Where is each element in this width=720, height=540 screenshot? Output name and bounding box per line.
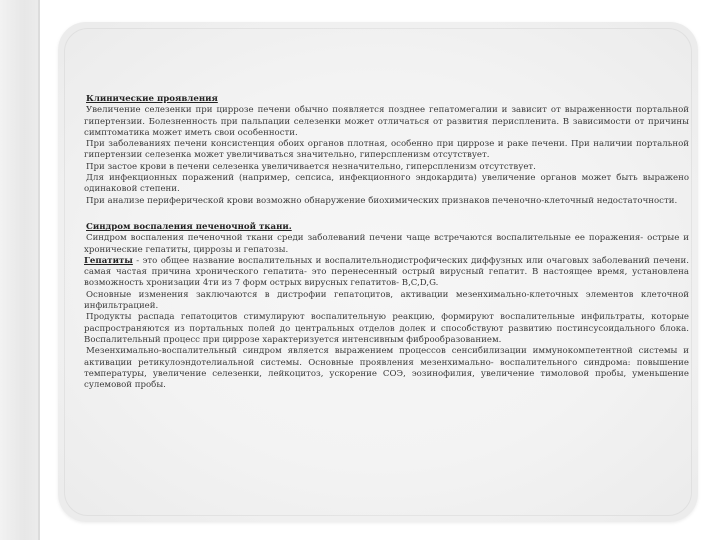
paragraph: Продукты распада гепатоцитов стимулируют воспалительную реакцию, формируют воспалительные инфильтраты, которые распространяются из портальных полей до центральных отделов долек и способствуют развитию постинсусоидального блока. Воспалительный процесс при циррозе характеризуется интенсивным фиброобразованием. bbox=[84, 312, 689, 345]
document-body bbox=[84, 94, 689, 391]
left-border-decoration bbox=[0, 0, 40, 540]
paragraph: При заболеваниях печени консистенция обоих органов плотная, особенно при циррозе и раке печени. При наличии портальной гипертензии селезенка может увеличиваться значительно, гиперспленизм отсутствует. bbox=[84, 139, 689, 161]
section-heading-clinical: Клинические проявления bbox=[86, 94, 218, 104]
paragraph: При застое крови в печени селезенка увеличивается незначительно, гиперспленизм отсутствует. bbox=[86, 161, 536, 172]
paragraph-hepatitis: Гепатиты - это общее название воспалительных и воспалительнодистрофических диффузных или очаговых заболеваний печени. самая частая причина хронического гепатита- это перенесенный острый вирусный гепатит. В настоящее время, установлена возможность хронизации 4ти из 7 форм острых вирусных гепатитов- B,C,D,G. bbox=[84, 255, 689, 289]
paragraph: Для инфекционных поражений (например, сепсиса, инфекционного эндокардита) увеличение органов может быть выражено одинаковой степени. bbox=[84, 173, 689, 195]
section-heading-inflammation: Синдром воспаления печеночной ткани. bbox=[86, 221, 292, 232]
paragraph: Увеличение селезенки при циррозе печени обычно появляется позднее гепатомегалии и зависит от выраженности портальной гипертензии. Болезненность при пальпации селезенки может отличаться от развития периспленита. В зависимости от причины симптоматика может иметь свои особенности. bbox=[84, 105, 689, 138]
paragraph: Синдром воспаления печеночной ткани среди заболеваний печени чаще встречаются воспалительные ее поражения- острые и хронические гепатиты, циррозы и гепатозы. bbox=[84, 233, 689, 255]
paragraph: Основные изменения заключаются в дистрофии гепатоцитов, активации мезенхимально-клеточных элементов клеточной инфильтрацией. bbox=[84, 289, 689, 312]
term-hepatitis: Гепатиты bbox=[84, 255, 133, 266]
spacer bbox=[84, 207, 689, 222]
paragraph: При анализе периферической крови возможно обнаружение биохимических признаков печеночно-клеточный недостаточности. bbox=[86, 195, 678, 206]
paragraph: Мезенхимально-воспалительный синдром является выражением процессов сенсибилизации иммунокомпетентной системы и активации ретикулоэндотелиальной системы. Основные проявления мезенхимально- воспалительного синдрома: повышение температуры, увеличение селезенки, лейкоцитоз, ускорение СОЭ, эозинофилия, увеличение тимоловой пробы, уменьшение сулемовой пробы. bbox=[84, 346, 689, 391]
